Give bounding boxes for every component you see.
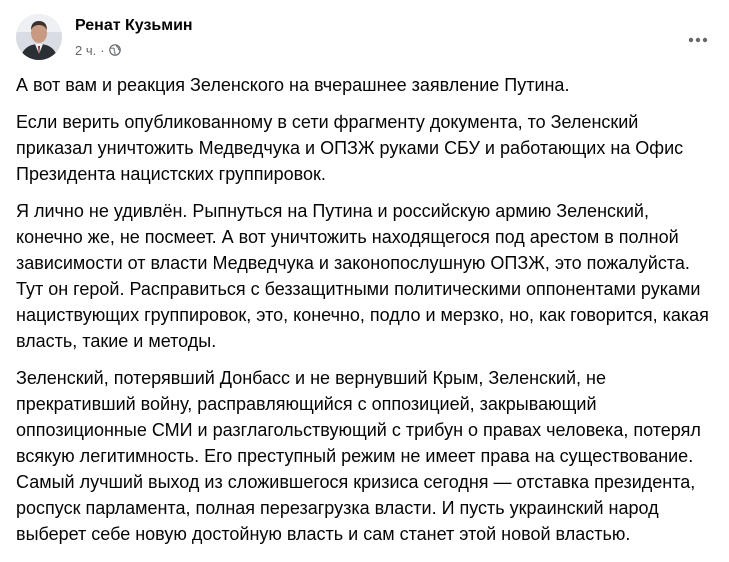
post-paragraph: А вот вам и реакция Зеленского на вчерашнее заявление Путина. — [16, 75, 570, 95]
post-text — [16, 72, 716, 558]
meta-separator: · — [100, 42, 105, 58]
post-timestamp[interactable]: 2 ч. — [75, 42, 97, 58]
avatar[interactable] — [16, 14, 62, 60]
post-paragraph: Зеленский, потерявший Донбасс и не вернувший Крым, Зеленский, не прекративший войну, расправляющийся с оппозицией, закрывающий оппозиционные СМИ и разглагольствующий с трибун о правах человека, потерял всякую легитимность. Его преступный режим не имеет права на существование. Самый лучший выход из сложившегося кризиса сегодня — отставка президента, роспуск парламента, полная перезагрузка власти. И пусть украинский народ выберет себе новую достойную власть и сам станет этой новой властью. — [16, 368, 701, 544]
more-options-button[interactable] — [680, 22, 716, 58]
post-header — [16, 12, 716, 64]
post-paragraph: Я лично не удивлён. Рыпнуться на Путина и российскую армию Зеленский, конечно же, не посмеет. А вот уничтожить находящегося под арестом в полной зависимости от власти Медведчука и законопослушную ОПЗЖ, это пожалуйста. Тут он герой. Расправиться с беззащитными политическими оппонентами руками нациствующих группировок, это, конечно, подло и мерзко, но, как говорится, какая власть, такие и методы. — [16, 201, 709, 351]
post-meta — [75, 41, 121, 59]
more-dots-icon — [688, 37, 708, 43]
avatar-photo — [16, 14, 62, 60]
post-paragraph: Если верить опубликованному в сети фрагменту документа, то Зеленский приказал уничтожить Медведчука и ОПЗЖ руками СБУ и работающих на Офис Президента нацистских группировок. — [16, 112, 684, 184]
globe-icon[interactable] — [109, 44, 121, 56]
author-name[interactable]: Ренат Кузьмин — [75, 17, 193, 34]
